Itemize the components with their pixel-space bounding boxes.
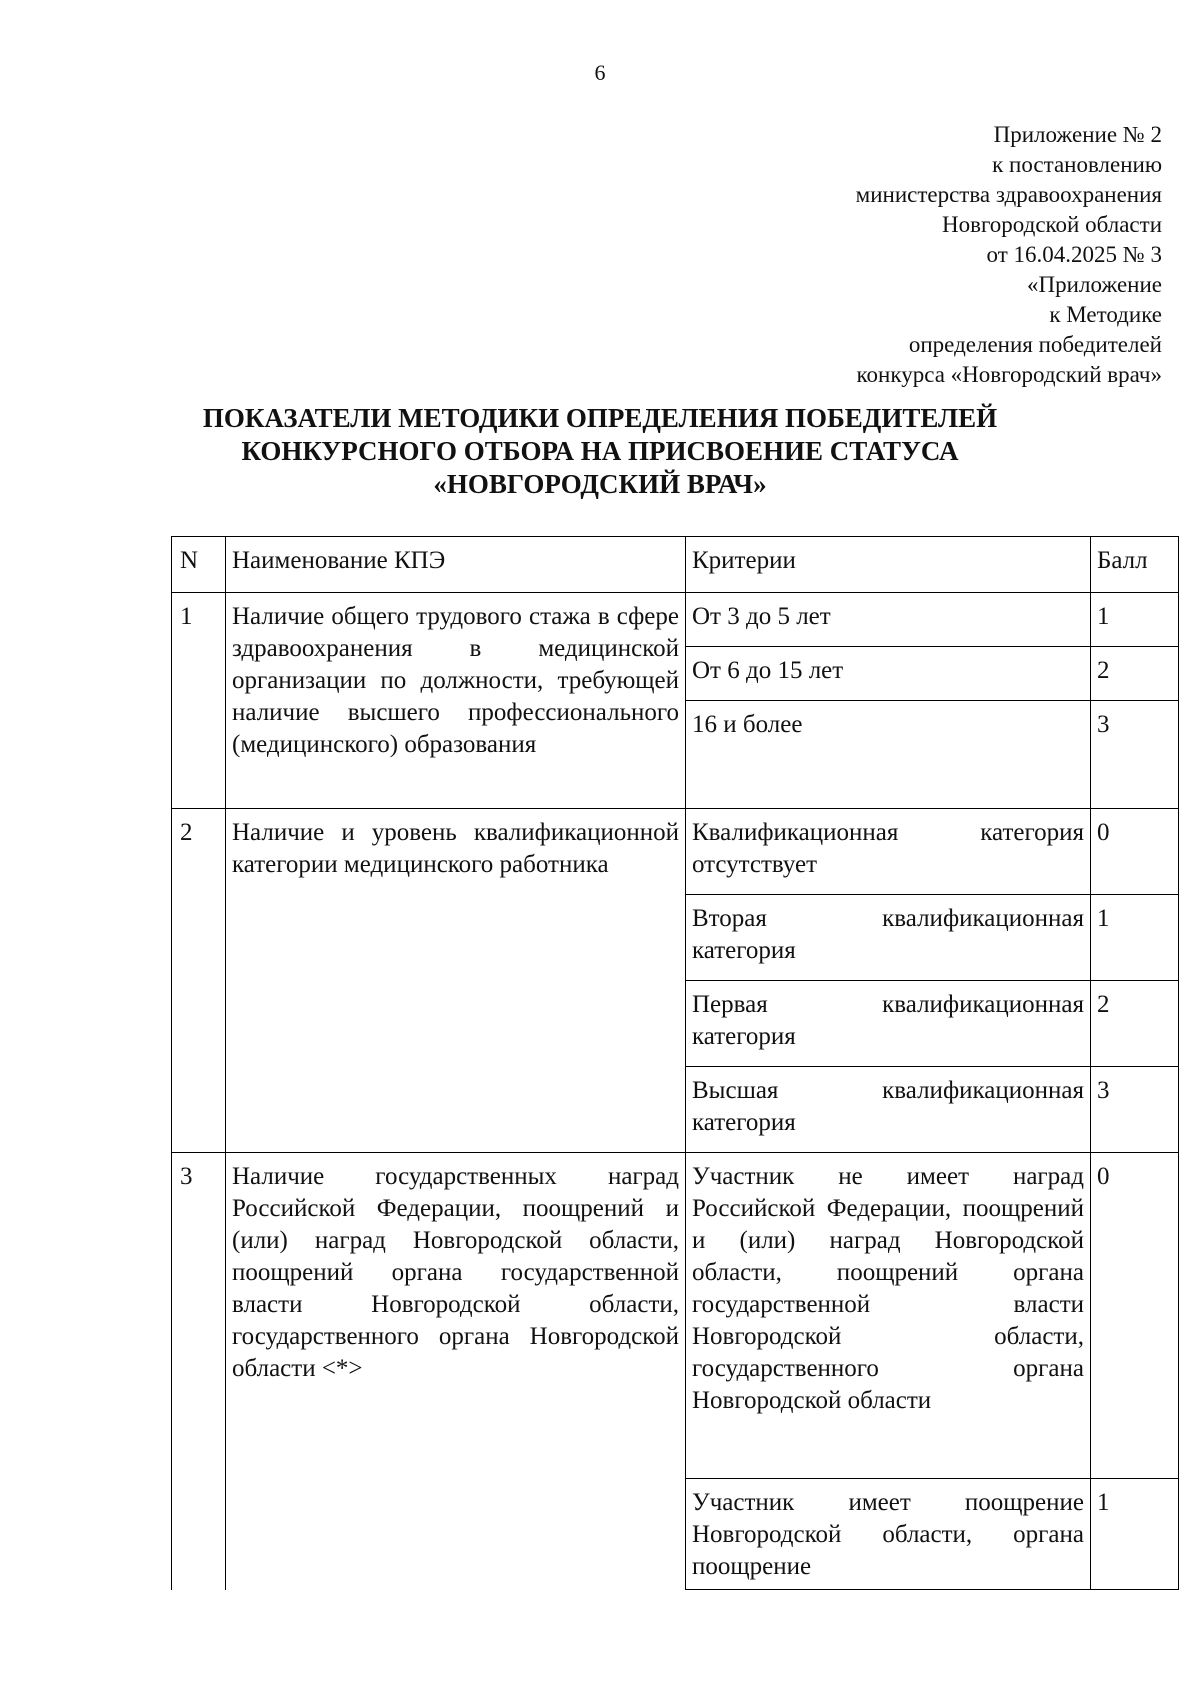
row-number: 3 xyxy=(172,1153,226,1590)
appendix-line: определения победителей xyxy=(908,332,1162,357)
header-name: Наименование КПЭ xyxy=(226,537,686,593)
criterion: От 6 до 15 лет xyxy=(686,647,1091,701)
header-criteria: Критерии xyxy=(686,537,1091,593)
page-number: 6 xyxy=(594,60,606,85)
score: 1 xyxy=(1091,895,1179,981)
criterion: От 3 до 5 лет xyxy=(686,593,1091,647)
kpe-name: Наличие общего трудового стажа в сфере здравоохранения в медицинской организации по должности, требующей наличие высшего профессионального (медицинского) образования xyxy=(226,593,686,809)
criterion: Вторая квалификационная категория xyxy=(686,895,1091,981)
row-number: 2 xyxy=(172,809,226,1153)
criterion: Участник не имеет наград Российской Федерации, поощрений и (или) наград Новгородской области, поощрений органа государственной власти Новгородской области, государственного органа Новгородской области xyxy=(686,1153,1091,1479)
appendix-line: Новгородской области xyxy=(941,212,1162,237)
table-row xyxy=(172,809,1179,895)
score: 0 xyxy=(1091,1153,1179,1479)
row-number: 1 xyxy=(172,593,226,809)
title-line: ПОКАЗАТЕЛИ МЕТОДИКИ ОПРЕДЕЛЕНИЯ ПОБЕДИТЕЛЕЙ xyxy=(202,403,998,433)
kpe-table xyxy=(171,536,1179,1590)
title-line: КОНКУРСНОГО ОТБОРА НА ПРИСВОЕНИЕ СТАТУСА xyxy=(241,436,959,466)
document-title xyxy=(0,402,1200,501)
table-header-row xyxy=(172,537,1179,593)
score: 2 xyxy=(1091,647,1179,701)
score: 3 xyxy=(1091,1067,1179,1153)
appendix-line: от 16.04.2025 № 3 xyxy=(986,242,1162,267)
criterion: Квалификационная категория отсутствует xyxy=(686,809,1091,895)
score: 0 xyxy=(1091,809,1179,895)
header-n: N xyxy=(172,537,226,593)
criterion: Участник имеет поощрение Новгородской области, органа поощрение xyxy=(686,1479,1091,1590)
appendix-line: конкурса «Новгородский врач» xyxy=(856,362,1162,387)
title-line: «НОВГОРОДСКИЙ ВРАЧ» xyxy=(433,469,767,499)
appendix-line: министерства здравоохранения xyxy=(855,182,1162,207)
criterion: 16 и более xyxy=(686,701,1091,809)
appendix-line: к Методике xyxy=(1049,302,1162,327)
criterion: Первая квалификационная категория xyxy=(686,981,1091,1067)
appendix-line: Приложение № 2 xyxy=(993,122,1162,147)
kpe-name: Наличие государственных наград Российской Федерации, поощрений и (или) наград Новгородской области, поощрений органа государственной власти Новгородской области, государственного органа Новгородской области <*> xyxy=(226,1153,686,1590)
appendix-block xyxy=(856,120,1162,390)
score: 3 xyxy=(1091,701,1179,809)
score: 1 xyxy=(1091,1479,1179,1590)
score: 2 xyxy=(1091,981,1179,1067)
header-score: Балл xyxy=(1091,537,1179,593)
kpe-name: Наличие и уровень квалификационной категории медицинского работника xyxy=(226,809,686,1153)
score: 1 xyxy=(1091,593,1179,647)
table-row xyxy=(172,593,1179,647)
appendix-line: «Приложение xyxy=(1027,272,1162,297)
table-row xyxy=(172,1153,1179,1479)
criterion: Высшая квалификационная категория xyxy=(686,1067,1091,1153)
appendix-line: к постановлению xyxy=(992,152,1162,177)
